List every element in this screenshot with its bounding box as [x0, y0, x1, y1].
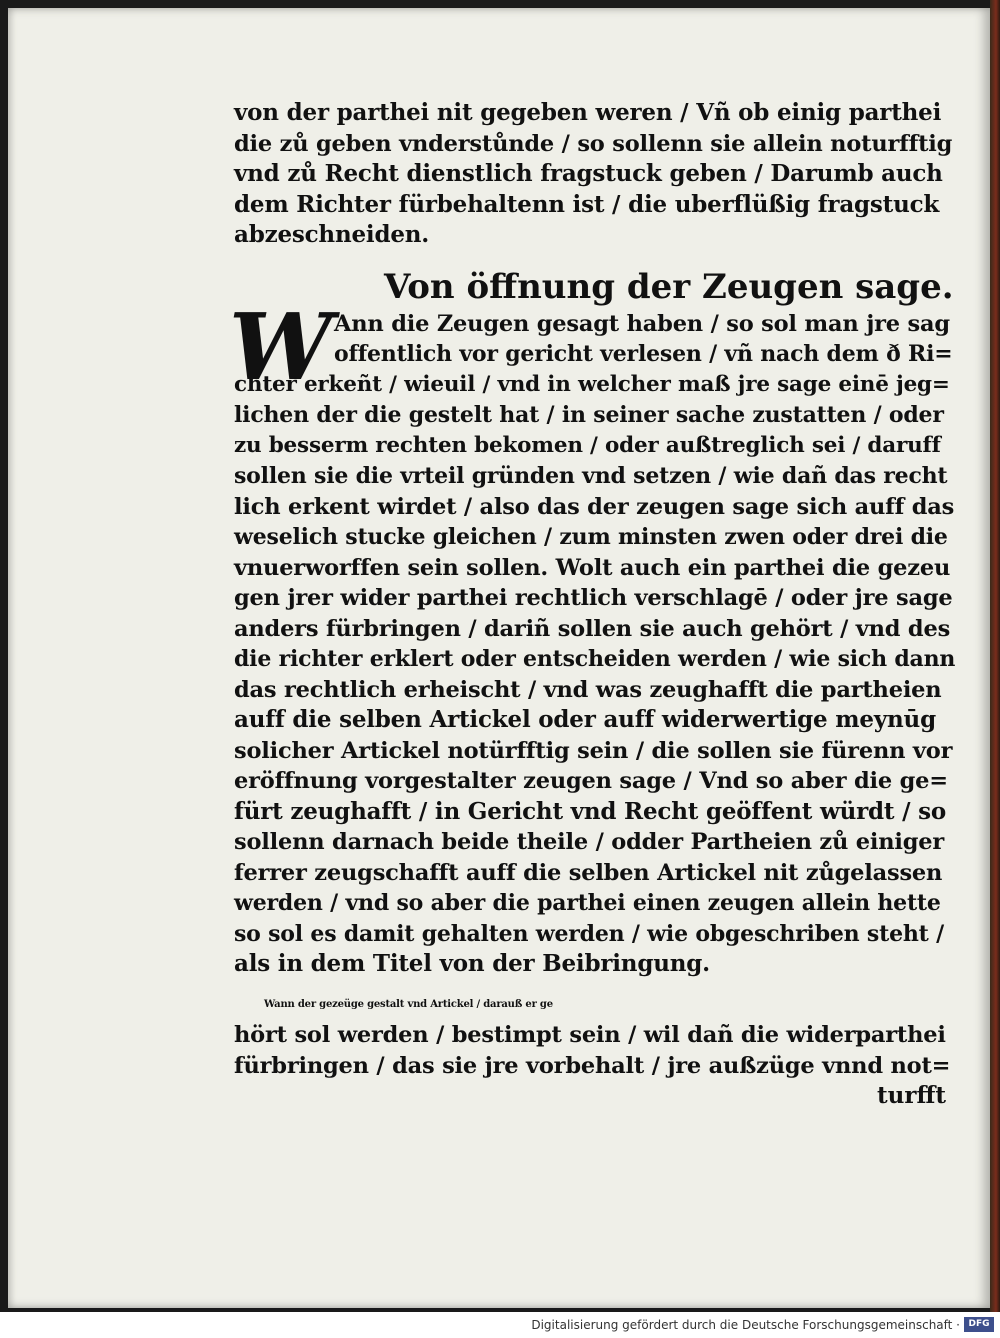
footer-bar	[0, 1312, 1000, 1338]
book-page	[8, 8, 990, 1308]
section-heading: Von öffnung der Zeugen sage.	[384, 266, 954, 307]
text-line: eröffnung vorgestalter zeugen sage / Vnd so aber die ge=	[234, 768, 948, 794]
text-line: zu besserm rechten bekomen / oder außtreglich sei / daruff	[234, 432, 941, 458]
text-line: vnuerworffen sein sollen. Wolt auch ein parthei die gezeu	[234, 554, 951, 581]
text-line: abzeschneiden.	[234, 221, 430, 248]
text-line: weselich stucke gleichen / zum minsten zwen oder drei die	[234, 524, 948, 550]
paragraph	[234, 990, 956, 1112]
text-line: anders fürbringen / dariñ sollen sie auch gehört / vnd des	[234, 615, 951, 642]
text-line: werden / vnd so aber die parthei einen zeugen allein hette	[234, 890, 941, 916]
text-line: Wann der gezeüge gestalt vnd Artickel / darauß er ge	[264, 998, 553, 1010]
text-line: sollenn darnach beide theile / odder Partheien zů einiger	[234, 829, 945, 855]
text-line: sollen sie die vrteil gründen vnd setzen / wie dañ das recht	[234, 463, 948, 489]
funding-credit: Digitalisierung gefördert durch die Deutsche Forschungsgemeinschaft ·	[531, 1318, 960, 1332]
catchword: turfft	[877, 1082, 946, 1109]
text-line: gen jrer wider parthei rechtlich verschlagē / oder jre sage	[234, 585, 953, 611]
text-line: auff die selben Artickel oder auff widerwertige meynūg	[234, 706, 936, 733]
text-line: ferrer zeugschafft auff die selben Artickel nit zůgelassen	[234, 859, 943, 886]
drop-cap-initial: W	[229, 292, 333, 401]
text-line: lichen der die gestelt hat / in seiner sache zustatten / oder	[234, 402, 944, 428]
text-line: die zů geben vnderstůnde / so sollenn sie allein noturfftig	[234, 130, 953, 157]
text-line: vnd zů Recht dienstlich fragstuck geben / Darumb auch	[234, 160, 943, 187]
book-spine-edge	[990, 0, 1000, 1312]
text-line: die richter erklert oder entscheiden werden / wie sich dann	[234, 646, 956, 672]
text-line: so sol es damit gehalten werden / wie obgeschriben steht /	[234, 920, 944, 947]
text-line: solicher Artickel notürfftig sein / die sollen sie fürenn vor	[234, 737, 953, 764]
text-line: Ann die Zeugen gesagt haben / so sol man jre sag	[334, 310, 950, 337]
text-line: lich erkent wirdet / also das der zeugen sage sich auff das	[234, 493, 955, 520]
text-line: offentlich vor gericht verlesen / vñ nach dem ð Ri=	[334, 341, 953, 367]
text-line: von der parthei nit gegeben weren / Vñ ob einig parthei	[234, 99, 942, 126]
text-line: hört sol werden / bestimpt sein / wil dañ die widerparthei	[234, 1022, 946, 1048]
text-line: fürbringen / das sie jre vorbehalt / jre außzüge vnnd not=	[234, 1052, 951, 1079]
text-line: dem Richter fürbehaltenn ist / die uberflüßig fragstuck	[234, 190, 940, 218]
text-line: als in dem Titel von der Beibringung.	[234, 950, 710, 977]
text-line: chter erkeñt / wieuil / vnd in welcher maß jre sage einē jeg=	[234, 371, 950, 397]
text-line: fürt zeughafft / in Gericht vnd Recht geöffent würdt / so	[234, 797, 947, 825]
text-line: das rechtlich erheischt / vnd was zeughafft die partheien	[234, 676, 942, 703]
page-text-block	[229, 98, 956, 1111]
dfg-logo: DFG	[964, 1317, 994, 1332]
